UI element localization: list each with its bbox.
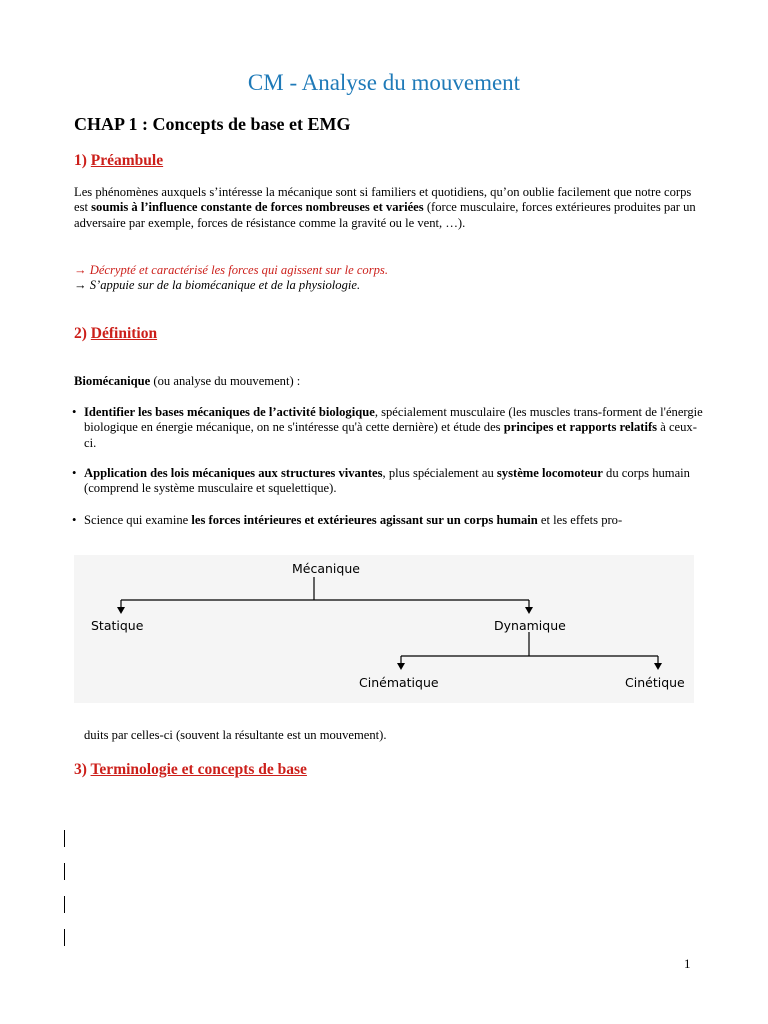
section-number: 1) [74, 152, 91, 169]
diagram-node-right: Dynamique [494, 618, 566, 633]
text-run: , spécialement musculaire (les muscles trans-forment de l'énergie biologique en énergie mécanique, on ne s'intéresse qu'à cette dernière) et étude des [84, 405, 703, 435]
bold-run: système locomoteur [496, 466, 603, 480]
text-run: , plus spécialement au [382, 466, 497, 480]
arrow-note-1: → Décrypté et caractérisé les forces qui agissent sur le corps. [74, 263, 388, 277]
bullet-continuation: duits par celles-ci (souvent la résultante est un mouvement). [84, 728, 387, 742]
diagram-node-root: Mécanique [292, 561, 360, 576]
bullet-item [74, 405, 704, 451]
text-cursor-mark [64, 863, 65, 880]
bold-run: les forces intérieures et extérieures agissant sur un corps humain [191, 513, 538, 527]
text-cursor-mark [64, 830, 65, 847]
bullet-item [74, 466, 704, 497]
preambule-paragraph [74, 185, 696, 231]
section-heading-terminologie [74, 761, 307, 779]
section-heading-definition [74, 325, 157, 343]
arrow-note-2: → S’appuie sur de la biomécanique et de la physiologie. [74, 278, 361, 292]
diagram-node-sub-right: Cinétique [625, 675, 685, 690]
text-run: Science qui examine [84, 513, 192, 527]
bold-run: soumis à l’influence constante de forces nombreuses et variées [91, 200, 424, 215]
bullet-item [74, 513, 704, 528]
text-run: à ceux-ci. [84, 420, 697, 450]
section-label: Définition [90, 325, 158, 342]
bold-run: Application des lois mécaniques aux structures vivantes [84, 466, 383, 480]
text-run: du corps humain (comprend le système musculaire et squelettique). [84, 466, 690, 496]
bullet-icon: • [72, 466, 77, 480]
definition-intro [74, 374, 696, 389]
chapter-heading: CHAP 1 : Concepts de base et EMG [74, 114, 351, 134]
bold-run: Identifier les bases mécaniques de l’activité biologique [84, 405, 375, 419]
section-number: 3) [74, 761, 91, 778]
bullet-icon: • [72, 405, 77, 419]
text-cursor-mark [64, 929, 65, 946]
bold-run: principes et rapports relatifs [503, 420, 658, 435]
text-run: Les phénomènes auxquels s’intéresse la mécanique sont si familiers et quotidiens, qu’on oublie facilement que notre corps est [74, 185, 692, 215]
section-heading-preambule [74, 152, 163, 170]
text-cursor-mark [64, 896, 65, 913]
mechanics-tree-diagram [74, 555, 694, 703]
bold-run: Biomécanique [74, 374, 151, 388]
text-run: et les effets pro- [537, 513, 623, 527]
text-run: (force musculaire, forces extérieures produites par un adversaire par exemple, forces de résistance comme la gravité ou le vent, …). [74, 200, 696, 230]
text-run: (ou analyse du mouvement) : [150, 374, 301, 388]
page-number: 1 [684, 956, 691, 971]
section-number: 2) [74, 325, 91, 342]
page-title: CM - Analyse du mouvement [247, 70, 521, 95]
section-label: Terminologie et concepts de base [90, 761, 307, 778]
diagram-node-left: Statique [91, 618, 144, 633]
bullet-icon: • [72, 513, 77, 527]
diagram-node-sub-left: Cinématique [359, 675, 439, 690]
section-label: Préambule [90, 152, 164, 169]
